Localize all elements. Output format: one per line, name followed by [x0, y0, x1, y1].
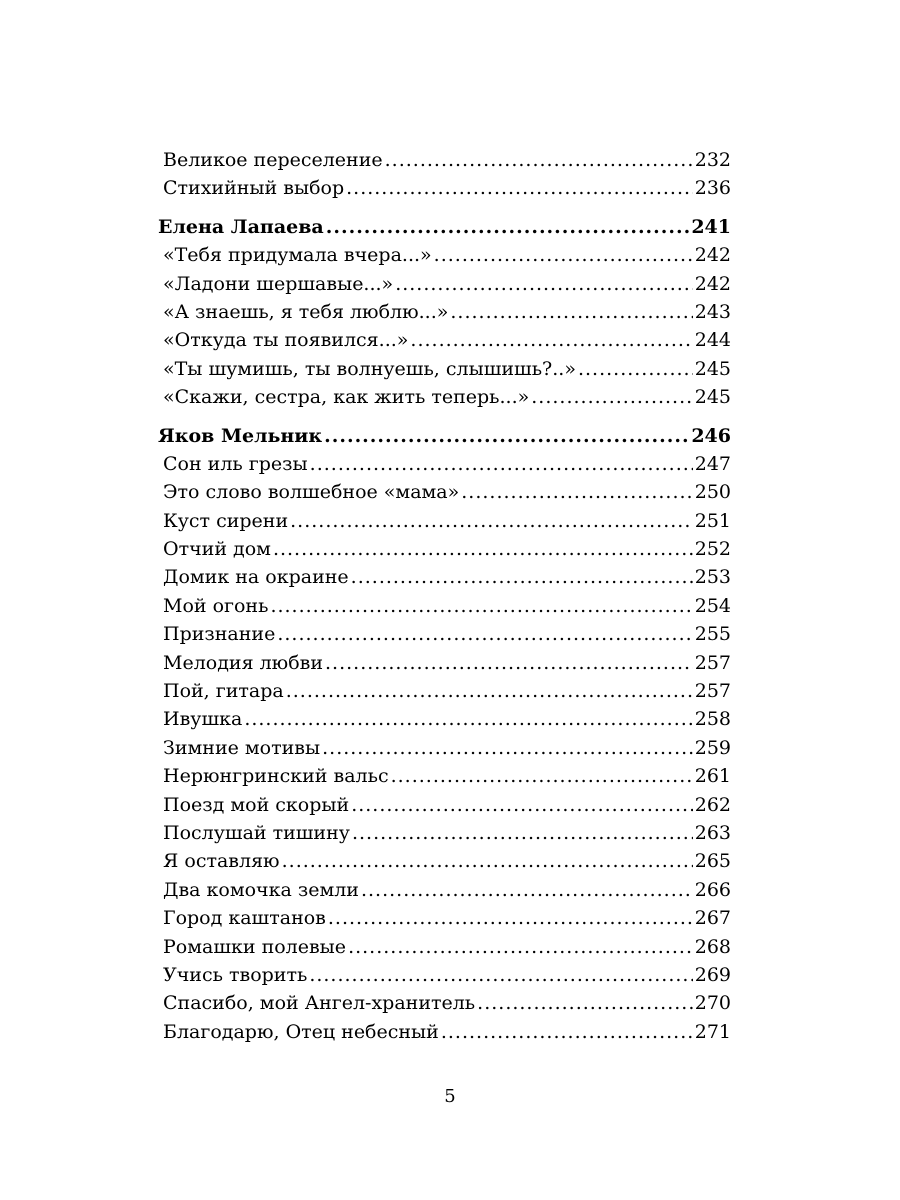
toc-entry — [158, 383, 731, 411]
entry-page-number: 247 — [694, 452, 731, 475]
entry-page-number: 257 — [694, 680, 731, 703]
dot-leader — [391, 762, 693, 790]
entry-title: Великое переселение — [163, 149, 383, 171]
toc-author-heading — [158, 213, 731, 241]
entry-title: Спасибо, мой Ангел-хранитель — [163, 992, 476, 1015]
entry-page-number: 269 — [694, 963, 731, 986]
dot-leader — [441, 1018, 693, 1046]
entry-page-number: 245 — [694, 386, 731, 409]
dot-leader — [328, 904, 693, 932]
toc-entry — [158, 478, 731, 506]
dot-leader — [348, 933, 693, 961]
entry-title: Мой огонь — [163, 594, 269, 617]
page-number: 5 — [444, 1086, 456, 1107]
entry-page-number: 251 — [694, 509, 731, 532]
entry-page-number: 254 — [694, 594, 731, 617]
entry-title: Отчий дом — [163, 538, 271, 561]
entry-page-number: 259 — [694, 736, 731, 759]
dot-leader — [351, 791, 693, 819]
dot-leader — [461, 478, 692, 506]
author-name: Яков Мельник — [158, 424, 323, 447]
dot-leader — [578, 355, 693, 383]
entry-title: Зимние мотивы — [163, 736, 321, 759]
entry-page-number: 245 — [694, 357, 731, 380]
dot-leader — [351, 563, 693, 591]
entry-title: «Ладони шершавые...» — [163, 272, 394, 295]
toc-entry — [158, 734, 731, 762]
dot-leader — [531, 383, 692, 411]
entry-title: Это слово волшебное «мама» — [163, 481, 460, 504]
toc-entry — [158, 847, 731, 875]
toc-entry — [158, 989, 731, 1017]
entry-title: Учись творить — [163, 963, 308, 986]
dot-leader — [346, 174, 693, 202]
dot-leader — [325, 649, 693, 677]
entry-title: «Ты шумишь, ты волнуешь, слышишь?..» — [163, 357, 576, 380]
dot-leader — [282, 847, 693, 875]
entry-page-number: 255 — [694, 623, 731, 646]
toc-entry — [158, 146, 731, 174]
toc-entry — [158, 1018, 731, 1046]
entry-page-number: 242 — [694, 272, 731, 295]
entry-title: Благодарю, Отец небесный — [163, 1020, 439, 1043]
dot-leader — [477, 989, 693, 1017]
toc-entry — [158, 592, 731, 620]
entry-page-number: 267 — [694, 907, 731, 930]
entry-page-number: 253 — [694, 566, 731, 589]
dot-leader — [322, 734, 693, 762]
dot-leader — [395, 270, 693, 298]
dot-leader — [352, 819, 693, 847]
toc-entry — [158, 326, 731, 354]
entry-title: Нерюнгринский вальс — [163, 765, 389, 788]
toc-entry — [158, 535, 731, 563]
dot-leader — [290, 507, 693, 535]
toc-entry — [158, 791, 731, 819]
toc-author-heading — [158, 422, 731, 450]
entry-title: Стихийный выбор — [163, 177, 345, 200]
entry-page-number: 263 — [694, 821, 731, 844]
dot-leader — [385, 146, 693, 174]
entry-title: Ромашки полевые — [163, 935, 347, 958]
entry-page-number: 258 — [694, 708, 731, 731]
entry-title: Два комочка земли — [163, 878, 359, 901]
toc-entry — [158, 762, 731, 790]
entry-title: Сон иль грезы — [163, 452, 308, 475]
entry-page-number: 252 — [694, 538, 731, 561]
entry-page-number: 268 — [694, 935, 731, 958]
dot-leader — [326, 213, 690, 241]
entry-page-number: 246 — [691, 424, 731, 447]
dot-leader — [273, 535, 693, 563]
dot-leader — [450, 298, 692, 326]
toc-entry — [158, 620, 731, 648]
entry-title: «Скажи, сестра, как жить теперь...» — [163, 386, 530, 409]
toc-entry — [158, 677, 731, 705]
entry-title: Пой, гитара — [163, 680, 284, 703]
entry-title: Ивушка — [163, 708, 243, 731]
toc-entry — [158, 961, 731, 989]
toc-entry — [158, 450, 731, 478]
dot-leader — [324, 422, 689, 450]
dot-leader — [434, 241, 693, 269]
entry-title: Куст сирени — [163, 509, 289, 532]
dot-leader — [277, 620, 692, 648]
toc-entry — [158, 705, 731, 733]
entry-title: Домик на окраине — [163, 566, 349, 589]
toc-entry — [158, 904, 731, 932]
entry-page-number: 250 — [694, 481, 731, 504]
entry-page-number: 244 — [694, 329, 731, 352]
entry-title: Город каштанов — [163, 907, 326, 930]
toc-entry — [158, 507, 731, 535]
entry-page-number: 242 — [694, 244, 731, 267]
toc-entry — [158, 876, 731, 904]
entry-title: Признание — [163, 623, 276, 646]
entry-title: Я оставляю — [163, 850, 280, 873]
dot-leader — [310, 450, 693, 478]
dot-leader — [244, 705, 692, 733]
toc-entry — [158, 819, 731, 847]
author-name: Елена Лапаева — [158, 215, 324, 238]
entry-page-number: 262 — [694, 793, 731, 816]
entry-page-number: 257 — [694, 651, 731, 674]
toc-entry — [158, 563, 731, 591]
entry-title: Послушай тишину — [163, 821, 350, 844]
entry-page-number: 236 — [694, 177, 731, 200]
toc-entry — [158, 174, 731, 202]
entry-title: Мелодия любви — [163, 651, 324, 674]
toc-entry — [158, 298, 731, 326]
entry-page-number: 271 — [694, 1020, 731, 1043]
toc-entry — [158, 270, 731, 298]
entry-title: «Откуда ты появился...» — [163, 329, 409, 352]
toc-entry — [158, 933, 731, 961]
toc-entry — [158, 649, 731, 677]
entry-page-number: 243 — [694, 300, 731, 323]
dot-leader — [286, 677, 693, 705]
dot-leader — [361, 876, 693, 904]
entry-title: «Тебя придумала вчера...» — [163, 244, 432, 267]
entry-page-number: 270 — [694, 992, 731, 1015]
dot-leader — [309, 961, 692, 989]
entry-title: «А знаешь, я тебя люблю...» — [163, 300, 449, 323]
entry-title: Поезд мой скорый — [163, 793, 350, 816]
entry-page-number: 265 — [694, 850, 731, 873]
table-of-contents — [158, 146, 731, 1046]
entry-page-number: 266 — [694, 878, 731, 901]
dot-leader — [410, 326, 692, 354]
entry-page-number: 261 — [694, 765, 731, 788]
toc-entry — [158, 355, 731, 383]
entry-page-number: 241 — [691, 215, 731, 238]
toc-entry — [158, 241, 731, 269]
entry-page-number: 232 — [694, 149, 731, 171]
dot-leader — [270, 592, 692, 620]
